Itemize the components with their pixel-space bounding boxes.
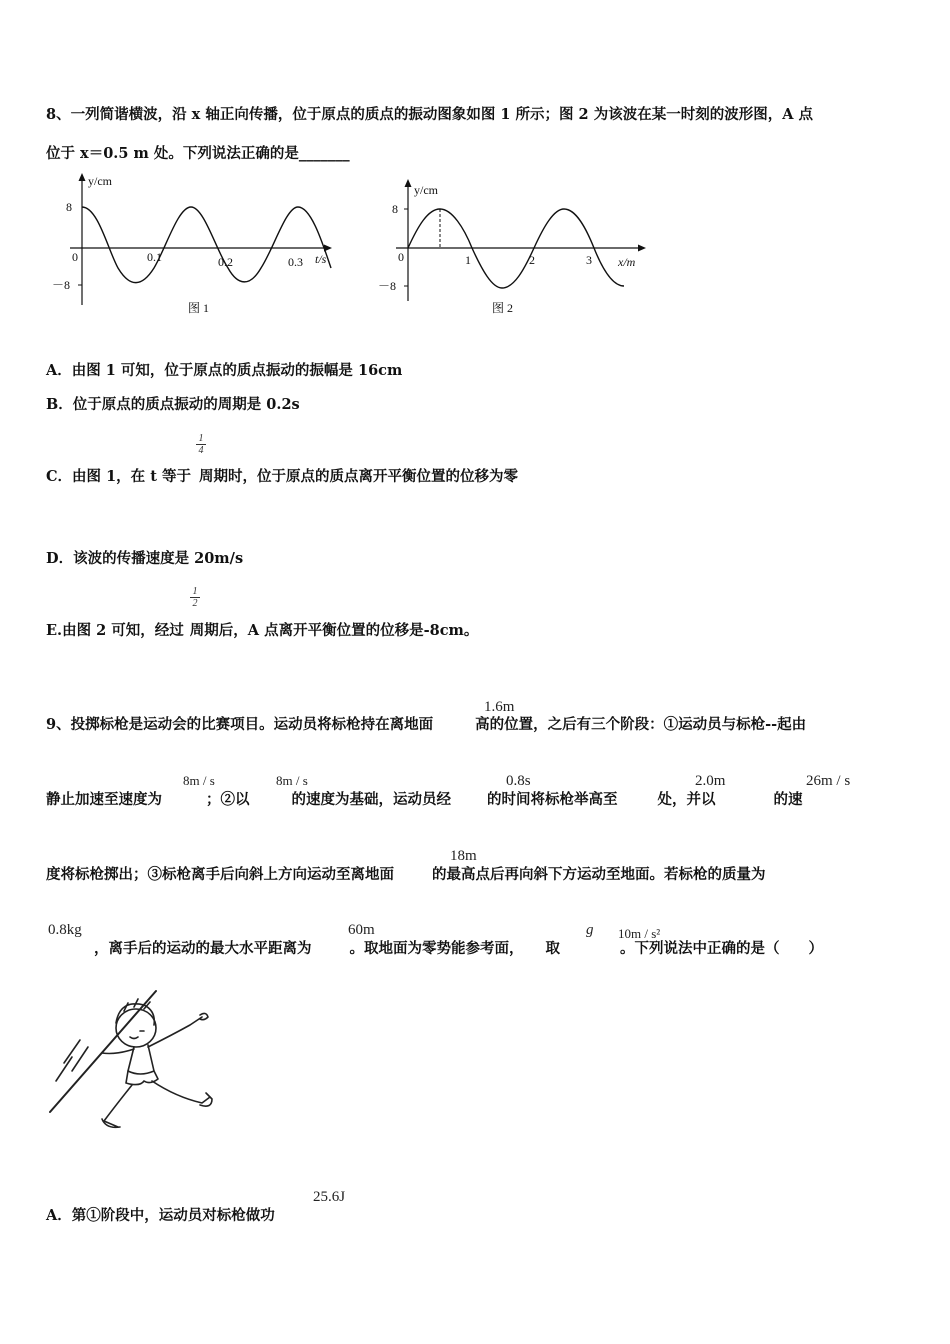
fig1-caption: 图 1 <box>188 301 210 315</box>
q9-stem-line3 <box>46 863 766 884</box>
q8-option-e-frac-num: 1 <box>192 586 198 597</box>
fig1-xtick-2: 0.2 <box>218 255 233 269</box>
q9-l4a: ，离手后的运动的最大水平距离为 <box>94 940 312 957</box>
q9-l4b: 。取地面为零势能参考面， <box>349 940 524 957</box>
hair <box>116 999 154 1025</box>
q9-height-value: 1.6m <box>484 699 515 715</box>
q9-l2d: 的时间将标枪举高至 <box>487 791 618 808</box>
q8-option-c-pre: C．由图 1，在 t 等于 <box>46 468 191 485</box>
fig2-caption: 图 2 <box>492 301 514 315</box>
q8-stem-line1: 8、一列简谐横波，沿 x 轴正向传播，位于原点的质点的振动图象如图 1 所示；图 2 为该波在某一时刻的波形图，A 点 <box>46 106 813 123</box>
q9-option-a-text: A．第①阶段中，运动员对标枪做功 <box>46 1207 275 1224</box>
fig1-xtick-3: 0.3 <box>288 255 303 269</box>
q9-speed3-value: 26m / s <box>806 773 851 789</box>
q9-l3a: 度将标枪掷出；③标枪离手后向斜上方向运动至离地面 <box>46 866 394 883</box>
fig1-ytick-top: 8 <box>66 200 72 214</box>
fig2-xlabel: x/m <box>618 255 636 269</box>
q8-option-e-fraction <box>190 586 200 609</box>
fig2-origin: 0 <box>398 250 404 264</box>
q9-speed1-value: 8m / s <box>183 773 215 788</box>
fig2-xtick-1: 1 <box>465 253 471 267</box>
q8-option-e-post: 周期后，A 点离开平衡位置的位移是-8cm。 <box>189 622 479 639</box>
q9-l4c: 取 <box>545 940 560 957</box>
fig1-curve <box>82 207 331 283</box>
q9-time-value: 0.8s <box>506 773 531 789</box>
javelin-thrower-illustration <box>44 985 219 1135</box>
fig1-ytick-bottom: －8 <box>52 278 71 292</box>
q8-option-c-post: 周期时，位于原点的质点离开平衡位置的位移为零 <box>198 468 518 485</box>
q8-option-c-fraction <box>196 433 206 456</box>
q9-stem-line4 <box>46 937 823 958</box>
q8-option-e[interactable] <box>46 619 478 640</box>
fig1-xlabel: t/s <box>315 252 327 266</box>
q9-option-a[interactable] <box>46 1204 275 1225</box>
q9-distance-value: 60m <box>348 922 375 938</box>
q9-stem-line2 <box>46 788 803 809</box>
q9-l3b: 的最高点后再向斜下方运动至地面。若标枪的质量为 <box>432 866 766 883</box>
q9-l1a: 9、投掷标枪是运动会的比赛项目。运动员将标枪持在离地面 <box>46 716 434 733</box>
q9-height2-value: 2.0m <box>695 773 726 789</box>
left-leg <box>104 1085 132 1127</box>
q8-stem-line2: 位于 x＝0.5 m 处。下列说法正确的是_______ <box>46 145 350 162</box>
fig1-xtick-1: 0.1 <box>147 250 162 264</box>
q9-g-symbol: g <box>586 922 594 938</box>
q8-option-b[interactable]: B．位于原点的质点振动的周期是 0.2s <box>46 396 300 413</box>
q8-option-a[interactable]: A．由图 1 可知，位于原点的质点振动的振幅是 16cm <box>46 362 403 379</box>
q9-l2c: 的速度为基础，运动员经 <box>291 791 451 808</box>
fig2-x-arrow <box>638 245 646 252</box>
figure-2-waveform-graph <box>372 176 662 321</box>
figure-1-vibration-graph <box>46 170 346 320</box>
q8-option-c-frac-den: 4 <box>196 444 206 456</box>
q8-option-d[interactable]: D．该波的传播速度是 20m/s <box>46 550 244 567</box>
face <box>130 1031 144 1039</box>
fig1-origin: 0 <box>72 250 78 264</box>
fig1-ylabel: y/cm <box>88 174 112 188</box>
q9-g-value: 10m / s² <box>618 926 661 941</box>
q9-max-height-value: 18m <box>450 848 477 864</box>
q9-l2a: 静止加速至速度为 <box>46 791 162 808</box>
fig2-ylabel: y/cm <box>414 183 438 197</box>
right-hand <box>200 1013 208 1019</box>
left-arm <box>102 1049 134 1054</box>
fig2-y-arrow <box>405 179 412 187</box>
fig2-xtick-2: 2 <box>529 253 535 267</box>
q9-l4d: 。下列说法中正确的是（ ） <box>620 940 823 957</box>
q9-l2b: ；②以 <box>206 791 250 808</box>
q9-work-value: 25.6J <box>313 1189 346 1205</box>
q9-l1b: 高的位置，之后有三个阶段：①运动员与标枪--起由 <box>475 716 807 733</box>
right-leg <box>152 1081 210 1103</box>
q9-l2e: 处，并以 <box>657 791 716 808</box>
q9-speed2-value: 8m / s <box>276 773 308 788</box>
q8-option-e-frac-den: 2 <box>190 597 200 609</box>
q9-mass-value: 0.8kg <box>48 922 82 938</box>
q8-option-c-frac-num: 1 <box>198 433 204 444</box>
q8-option-e-pre: E.由图 2 可知，经过 <box>46 622 184 639</box>
q9-stem-line1 <box>46 713 806 734</box>
q8-option-c[interactable] <box>46 465 518 486</box>
fig2-xtick-3: 3 <box>586 253 592 267</box>
fig1-y-arrow <box>79 173 86 181</box>
q9-l2f: 的速 <box>773 791 803 808</box>
fig2-ytick-bottom: －8 <box>378 279 397 293</box>
fig2-ytick-top: 8 <box>392 202 398 216</box>
